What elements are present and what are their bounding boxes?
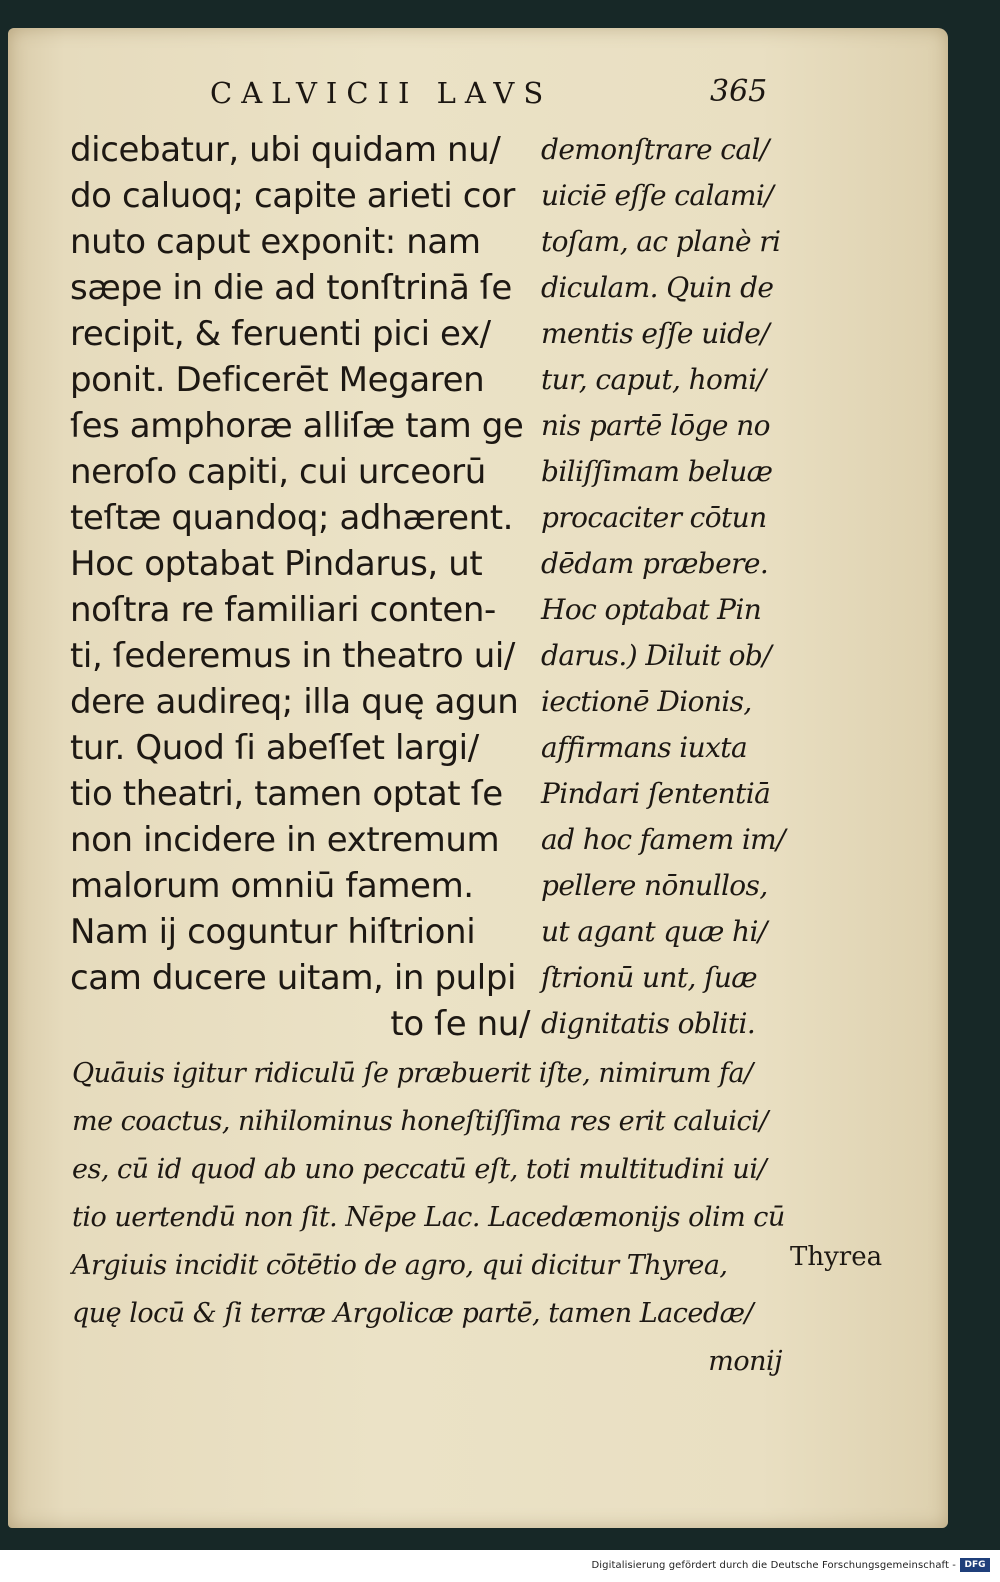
- gloss-line: toſam, ac planè ri: [541, 225, 781, 258]
- gloss-line: pellere nōnullos,: [541, 869, 768, 902]
- gloss-line: ut agant quæ hi/: [541, 915, 767, 948]
- gloss-line: demonſtrare cal/: [541, 133, 769, 166]
- gloss-line: Pindari ſententiā: [541, 777, 771, 810]
- gloss-line: uiciē eſſe calami/: [541, 179, 774, 212]
- margin-note: Thyrea: [790, 1242, 883, 1272]
- funding-credit: Digitalisierung gefördert durch die Deutsche Forschungsgemeinschaft -: [591, 1560, 956, 1571]
- page-number: 365: [710, 74, 768, 109]
- main-text-line: ponit. Deficerēt Megaren: [70, 360, 485, 400]
- gloss-line: iectionē Dionis,: [541, 685, 752, 718]
- main-text-line: sæpe in die ad tonſtrinā ſe: [70, 268, 512, 308]
- main-text-line: ſes amphoræ alliſæ tam ge: [70, 406, 524, 446]
- main-text-line: noſtra re familiari conten-: [70, 590, 496, 630]
- gloss-line: procaciter cōtun: [541, 501, 767, 534]
- main-text-line: ti, ſederemus in theatro ui/: [70, 636, 515, 676]
- main-text-line: non incidere in extremum: [70, 820, 500, 860]
- main-text-line: nuto caput exponit: nam: [70, 222, 481, 262]
- gloss-line: ad hoc famem im/: [541, 823, 785, 856]
- gloss-line: darus.) Diluit ob/: [541, 639, 772, 672]
- text-line: es, cū id quod ab uno peccatū eſt, toti multitudini ui/: [72, 1154, 767, 1185]
- main-text-line: to ſe nu/: [390, 1004, 530, 1044]
- main-text-line: neroſo capiti, cui urceorū: [70, 452, 486, 492]
- gloss-column: [541, 127, 785, 1047]
- main-text-line: cam ducere uitam, in pulpi: [70, 958, 517, 998]
- gloss-line: affirmans iuxta: [541, 731, 748, 764]
- gloss-line: biliſſimam beluæ: [541, 455, 773, 488]
- main-text-line: Nam ij coguntur hiſtrioni: [70, 912, 476, 952]
- gloss-line: mentis eſſe uide/: [541, 317, 770, 350]
- text-line: tio uertendū non ſit. Nēpe Lac. Lacedæmonijs olim cū: [72, 1202, 785, 1233]
- bottom-paragraph: [72, 1050, 785, 1386]
- main-text-column: [70, 127, 530, 1047]
- main-text-line: dicebatur, ubi quidam nu/: [70, 130, 501, 170]
- main-text-line: malorum omniū famem.: [70, 866, 474, 906]
- gloss-line: diculam. Quin de: [541, 271, 774, 304]
- main-text-line: do caluoq; capite arieti cor: [70, 176, 516, 216]
- main-text-line: Hoc optabat Pindarus, ut: [70, 544, 483, 584]
- text-line: me coactus, nihilominus honeſtiſſima res erit caluici/: [72, 1106, 768, 1137]
- text-line: Argiuis incidit cōtētio de agro, qui dicitur Thyrea,: [72, 1250, 728, 1281]
- gloss-line: dignitatis obliti.: [541, 1007, 756, 1040]
- main-text-line: dere audireq; illa quę agun: [70, 682, 519, 722]
- gloss-line: nis partē lōge no: [541, 409, 770, 442]
- gloss-line: ſtrionū unt, ſuæ: [541, 961, 758, 994]
- main-text-line: tio theatri, tamen optat ſe: [70, 774, 503, 814]
- text-line: monij: [708, 1346, 782, 1377]
- dfg-logo: DFG: [960, 1558, 990, 1572]
- gloss-line: dēdam præbere.: [541, 547, 769, 580]
- gloss-line: Hoc optabat Pin: [541, 593, 762, 626]
- gloss-line: tur, caput, homi/: [541, 363, 766, 396]
- main-text-line: recipit, & feruenti pici ex/: [70, 314, 491, 354]
- text-line: Quāuis igitur ridiculū ſe præbuerit iſte, nimirum fa/: [72, 1058, 753, 1089]
- running-head: CALVICII LAVS: [210, 76, 553, 110]
- main-text-line: tur. Quod ſi abeſſet largi/: [70, 728, 479, 768]
- text-line: quę locū & ſi terræ Argolicæ partē, tamen Lacedæ/: [72, 1298, 754, 1329]
- main-text-line: teſtæ quandoq; adhærent.: [70, 498, 514, 538]
